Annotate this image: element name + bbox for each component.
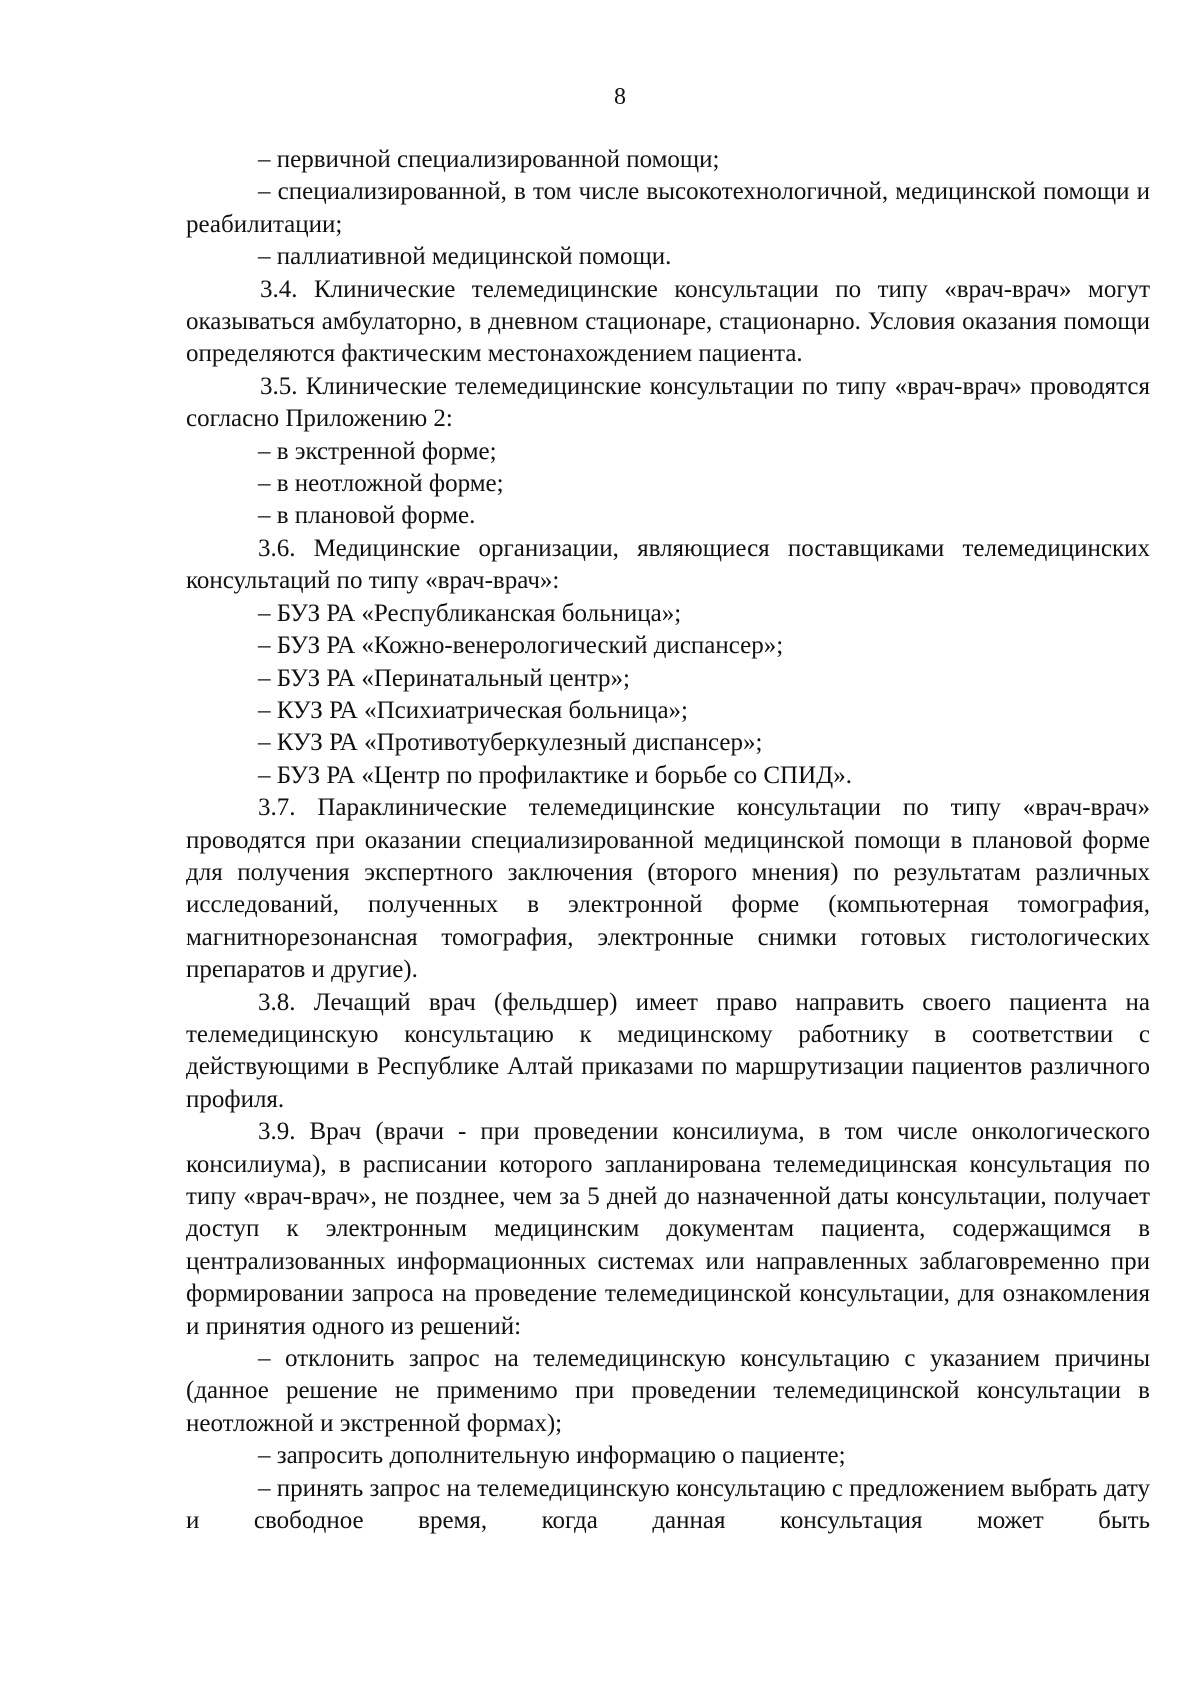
clause-3-7: 3.7. Параклинические телемедицинские консультации по типу «врач-врач» проводятся при оказании специализированной медицинской помощи в плановой форме для получения экспертного заключения (второго мнения) по результатам различных исследований, полученных в электронной форме (компьютерная томография, магнитнорезонансная томография, электронные снимки готовых гистологических препаратов и другие).: [186, 794, 1150, 984]
list-item-org-perinatal-center: – БУЗ РА «Перинатальный центр»;: [258, 664, 630, 692]
clause-3-8: 3.8. Лечащий врач (фельдшер) имеет право направить своего пациента на телемедицинскую консультацию к медицинскому работнику в соответствии с действующими в Республике Алтай приказами по маршрутизации пациентов различного профиля.: [186, 988, 1150, 1113]
list-item-emergency-form: – в экстренной форме;: [258, 437, 497, 465]
list-item-palliative-care: – паллиативной медицинской помощи.: [258, 243, 672, 271]
page-number: 8: [614, 84, 626, 110]
clause-3-9: 3.9. Врач (врачи - при проведении консилиума, в том числе онкологического консилиума), в расписании которого запланирована телемедицинская консультация по типу «врач-врач», не позднее, чем за 5 дней до назначенной даты консультации, получает доступ к электронным медицинским документам пациента, содержащимся в централизованных информационных системах или направленных заблаговременно при формировании запроса на проведение телемедицинской консультации, для ознакомления и принятия одного из решений:: [186, 1118, 1150, 1340]
list-item-decline-request: – отклонить запрос на телемедицинскую консультацию с указанием причины (данное решение не применимо при проведении телемедицинской консультации в неотложной и экстренной формах);: [186, 1345, 1150, 1437]
list-item-org-aids-center: – БУЗ РА «Центр по профилактике и борьбе со СПИД».: [258, 761, 852, 789]
list-item-urgent-form: – в неотложной форме;: [258, 470, 504, 498]
list-item-org-republican-hospital: – БУЗ РА «Республиканская больница»;: [258, 599, 682, 627]
list-item-planned-form: – в плановой форме.: [258, 502, 476, 530]
clause-3-6: 3.6. Медицинские организации, являющиеся поставщиками телемедицинских консультаций по типу «врач-врач»:: [186, 534, 1150, 595]
list-item-specialized-care: – специализированной, в том числе высокотехнологичной, медицинской помощи и реабилитации;: [186, 178, 1150, 238]
list-item-accept-request: – принять запрос на телемедицинскую консультацию с предложением выбрать дату и свободное время, когда данная консультация может быть: [186, 1474, 1150, 1535]
list-item-primary-care: – первичной специализированной помощи;: [258, 146, 720, 173]
document-body: [186, 144, 1150, 1537]
list-item-org-tuberculosis: – КУЗ РА «Противотуберкулезный диспансер»;: [258, 729, 763, 757]
list-item-request-info: – запросить дополнительную информацию о пациенте;: [258, 1442, 846, 1470]
clause-3-4: 3.4. Клинические телемедицинские консультации по типу «врач-врач» могут оказываться амбулаторно, в дневном стационаре, стационарно. Условия оказания помощи определяются фактическим местонахождением пациента.: [186, 275, 1150, 368]
list-item-org-psychiatric-hospital: – КУЗ РА «Психиатрическая больница»;: [258, 696, 688, 724]
clause-3-5: 3.5. Клинические телемедицинские консультации по типу «врач-врач» проводятся согласно Приложению 2:: [186, 372, 1150, 433]
list-item-org-dermatovenereology: – БУЗ РА «Кожно-венерологический диспансер»;: [258, 632, 784, 660]
